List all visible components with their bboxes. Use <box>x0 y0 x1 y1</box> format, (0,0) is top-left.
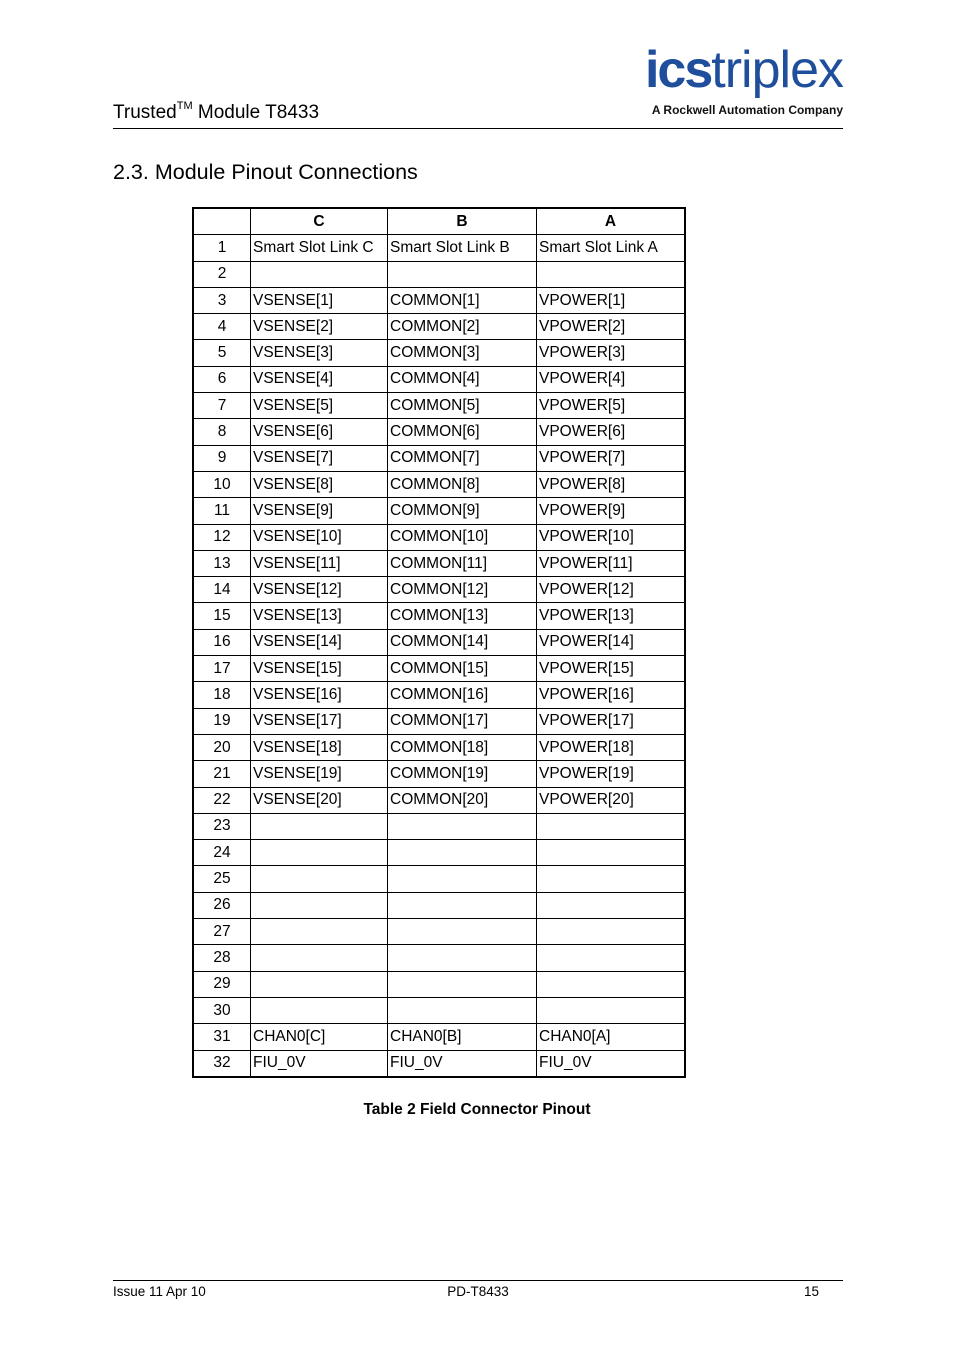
signal-cell: COMMON[14] <box>388 629 537 655</box>
pin-number-cell: 32 <box>193 1050 251 1077</box>
table-row <box>193 498 685 524</box>
ics-triplex-logo <box>611 40 843 120</box>
signal-cell <box>537 945 686 971</box>
signal-cell: FIU_0V <box>388 1050 537 1077</box>
signal-cell: VSENSE[17] <box>251 708 388 734</box>
table-row <box>193 892 685 918</box>
signal-cell: COMMON[6] <box>388 419 537 445</box>
signal-cell: COMMON[10] <box>388 524 537 550</box>
signal-cell: COMMON[15] <box>388 656 537 682</box>
table-row <box>193 629 685 655</box>
table-row <box>193 945 685 971</box>
signal-cell <box>251 919 388 945</box>
signal-cell: VPOWER[5] <box>537 393 686 419</box>
signal-cell: VSENSE[5] <box>251 393 388 419</box>
signal-cell <box>537 997 686 1023</box>
signal-cell: COMMON[16] <box>388 682 537 708</box>
pin-number-cell: 27 <box>193 919 251 945</box>
signal-cell <box>251 892 388 918</box>
signal-cell <box>251 840 388 866</box>
signal-cell: VSENSE[12] <box>251 577 388 603</box>
pin-number-cell: 30 <box>193 997 251 1023</box>
signal-cell: VPOWER[18] <box>537 734 686 760</box>
signal-cell: VPOWER[19] <box>537 761 686 787</box>
pin-number-cell: 4 <box>193 314 251 340</box>
signal-cell: VSENSE[9] <box>251 498 388 524</box>
pin-number-cell: 26 <box>193 892 251 918</box>
table-row <box>193 471 685 497</box>
signal-cell: VSENSE[20] <box>251 787 388 813</box>
pin-number-cell: 31 <box>193 1024 251 1050</box>
table-row <box>193 682 685 708</box>
signal-cell <box>537 261 686 287</box>
table-row <box>193 708 685 734</box>
signal-cell <box>537 892 686 918</box>
page-footer <box>113 1280 843 1301</box>
logo-word-ics: ics <box>644 41 712 99</box>
signal-cell: VPOWER[12] <box>537 577 686 603</box>
signal-cell: VSENSE[7] <box>251 445 388 471</box>
signal-cell <box>388 840 537 866</box>
pin-number-cell: 29 <box>193 971 251 997</box>
signal-cell <box>251 971 388 997</box>
pin-number-cell: 5 <box>193 340 251 366</box>
pin-number-cell: 12 <box>193 524 251 550</box>
signal-cell: VSENSE[15] <box>251 656 388 682</box>
footer-doc-id: PD-T8433 <box>447 1284 509 1299</box>
table-row <box>193 787 685 813</box>
signal-cell: VPOWER[16] <box>537 682 686 708</box>
table-row <box>193 603 685 629</box>
signal-cell <box>388 892 537 918</box>
pin-number-cell: 11 <box>193 498 251 524</box>
table-row <box>193 577 685 603</box>
table-row <box>193 997 685 1023</box>
signal-cell: FIU_0V <box>251 1050 388 1077</box>
signal-cell: VSENSE[3] <box>251 340 388 366</box>
pin-number-cell: 10 <box>193 471 251 497</box>
pin-number-cell: 14 <box>193 577 251 603</box>
trademark-mark: TM <box>176 100 193 112</box>
pin-number-cell: 23 <box>193 813 251 839</box>
table-row <box>193 866 685 892</box>
signal-cell <box>388 971 537 997</box>
pin-number-cell: 21 <box>193 761 251 787</box>
signal-cell <box>388 997 537 1023</box>
signal-cell: VPOWER[7] <box>537 445 686 471</box>
document-title <box>113 102 319 124</box>
signal-cell <box>537 919 686 945</box>
pin-number-cell: 9 <box>193 445 251 471</box>
signal-cell: VSENSE[19] <box>251 761 388 787</box>
pin-number-cell: 22 <box>193 787 251 813</box>
table-row <box>193 393 685 419</box>
footer-issue: Issue 11 Apr 10 <box>113 1284 206 1299</box>
signal-cell: Smart Slot Link A <box>537 235 686 261</box>
signal-cell: COMMON[5] <box>388 393 537 419</box>
signal-cell: VPOWER[6] <box>537 419 686 445</box>
pin-number-cell: 7 <box>193 393 251 419</box>
signal-cell <box>537 840 686 866</box>
signal-cell: VSENSE[18] <box>251 734 388 760</box>
footer-page-number: 15 <box>803 1284 819 1299</box>
signal-cell: COMMON[3] <box>388 340 537 366</box>
signal-cell: VPOWER[10] <box>537 524 686 550</box>
table-row <box>193 314 685 340</box>
table-row <box>193 550 685 576</box>
signal-cell: VPOWER[2] <box>537 314 686 340</box>
pin-number-cell: 1 <box>193 235 251 261</box>
signal-cell: VPOWER[17] <box>537 708 686 734</box>
signal-cell: VSENSE[2] <box>251 314 388 340</box>
table-row <box>193 919 685 945</box>
signal-cell <box>251 945 388 971</box>
pin-number-cell: 16 <box>193 629 251 655</box>
signal-cell: CHAN0[B] <box>388 1024 537 1050</box>
table-row <box>193 1050 685 1077</box>
section-title: 2.3. Module Pinout Connections <box>113 160 418 184</box>
table-row <box>193 261 685 287</box>
signal-cell: VSENSE[11] <box>251 550 388 576</box>
signal-cell: FIU_0V <box>537 1050 686 1077</box>
pin-number-cell: 15 <box>193 603 251 629</box>
signal-cell: VPOWER[8] <box>537 471 686 497</box>
signal-cell: VPOWER[4] <box>537 366 686 392</box>
signal-cell: VSENSE[1] <box>251 287 388 313</box>
signal-cell <box>251 866 388 892</box>
header-cell-b: B <box>388 208 537 235</box>
pinout-table <box>192 207 686 1078</box>
header-cell-pin <box>193 208 251 235</box>
table-row <box>193 971 685 997</box>
table-header-row <box>193 208 685 235</box>
signal-cell: COMMON[7] <box>388 445 537 471</box>
signal-cell <box>251 997 388 1023</box>
signal-cell: VSENSE[4] <box>251 366 388 392</box>
pin-number-cell: 2 <box>193 261 251 287</box>
signal-cell: COMMON[20] <box>388 787 537 813</box>
table-row <box>193 287 685 313</box>
signal-cell: COMMON[2] <box>388 314 537 340</box>
signal-cell: VSENSE[8] <box>251 471 388 497</box>
signal-cell: COMMON[12] <box>388 577 537 603</box>
signal-cell: COMMON[9] <box>388 498 537 524</box>
signal-cell: VPOWER[13] <box>537 603 686 629</box>
signal-cell: VSENSE[16] <box>251 682 388 708</box>
pin-number-cell: 3 <box>193 287 251 313</box>
page-header <box>113 40 843 129</box>
signal-cell <box>388 866 537 892</box>
pin-number-cell: 28 <box>193 945 251 971</box>
logo-word-triplex: triplex <box>711 41 843 99</box>
pin-number-cell: 24 <box>193 840 251 866</box>
table-row <box>193 419 685 445</box>
pin-number-cell: 18 <box>193 682 251 708</box>
signal-cell: VPOWER[9] <box>537 498 686 524</box>
table-row <box>193 340 685 366</box>
signal-cell: VPOWER[15] <box>537 656 686 682</box>
signal-cell: VSENSE[14] <box>251 629 388 655</box>
table-caption: Table 2 Field Connector Pinout <box>363 1101 591 1118</box>
signal-cell: VSENSE[10] <box>251 524 388 550</box>
signal-cell: VPOWER[1] <box>537 287 686 313</box>
signal-cell <box>537 813 686 839</box>
pin-number-cell: 19 <box>193 708 251 734</box>
signal-cell <box>388 261 537 287</box>
doc-title-rest: Module T8433 <box>192 102 320 123</box>
signal-cell: CHAN0[A] <box>537 1024 686 1050</box>
signal-cell: VSENSE[6] <box>251 419 388 445</box>
signal-cell: COMMON[13] <box>388 603 537 629</box>
pin-number-cell: 20 <box>193 734 251 760</box>
pin-number-cell: 25 <box>193 866 251 892</box>
signal-cell <box>388 813 537 839</box>
signal-cell: COMMON[8] <box>388 471 537 497</box>
table-row <box>193 656 685 682</box>
pin-number-cell: 13 <box>193 550 251 576</box>
signal-cell: COMMON[4] <box>388 366 537 392</box>
table-row <box>193 734 685 760</box>
pin-number-cell: 17 <box>193 656 251 682</box>
table-body <box>193 235 685 1077</box>
table-row <box>193 813 685 839</box>
signal-cell: VPOWER[3] <box>537 340 686 366</box>
signal-cell: VSENSE[13] <box>251 603 388 629</box>
signal-cell: Smart Slot Link C <box>251 235 388 261</box>
doc-title-text: Trusted <box>113 102 177 123</box>
signal-cell: COMMON[11] <box>388 550 537 576</box>
table-row <box>193 524 685 550</box>
pin-number-cell: 8 <box>193 419 251 445</box>
signal-cell <box>388 919 537 945</box>
logo-wordmark <box>645 40 843 100</box>
signal-cell <box>251 261 388 287</box>
signal-cell <box>251 813 388 839</box>
signal-cell: VPOWER[14] <box>537 629 686 655</box>
signal-cell: COMMON[18] <box>388 734 537 760</box>
signal-cell: COMMON[1] <box>388 287 537 313</box>
table-row <box>193 445 685 471</box>
table-row <box>193 235 685 261</box>
signal-cell: COMMON[17] <box>388 708 537 734</box>
signal-cell: Smart Slot Link B <box>388 235 537 261</box>
signal-cell: VPOWER[20] <box>537 787 686 813</box>
pin-number-cell: 6 <box>193 366 251 392</box>
header-cell-c: C <box>251 208 388 235</box>
table-row <box>193 840 685 866</box>
table-row <box>193 1024 685 1050</box>
signal-cell: VPOWER[11] <box>537 550 686 576</box>
signal-cell: CHAN0[C] <box>251 1024 388 1050</box>
signal-cell <box>388 945 537 971</box>
signal-cell: COMMON[19] <box>388 761 537 787</box>
signal-cell <box>537 971 686 997</box>
logo-tagline: A Rockwell Automation Company <box>651 103 843 117</box>
table-row <box>193 761 685 787</box>
header-cell-a: A <box>537 208 686 235</box>
table-row <box>193 366 685 392</box>
signal-cell <box>537 866 686 892</box>
